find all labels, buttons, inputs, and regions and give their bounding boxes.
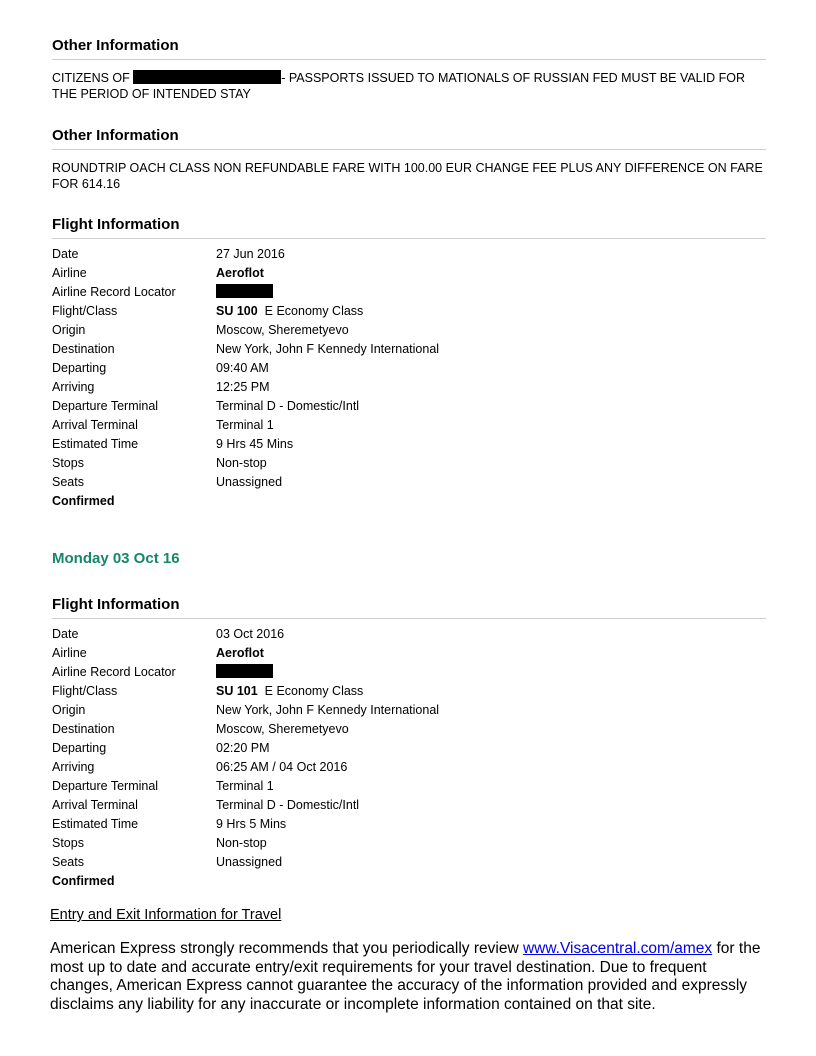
value: Aeroflot [216, 646, 264, 660]
flight-details-1 [52, 245, 766, 511]
label: Destination [52, 722, 115, 736]
label: Airline [52, 646, 87, 660]
value: New York, John F Kennedy International [216, 703, 440, 717]
label: Origin [52, 323, 86, 337]
value: Moscow, Sheremetyevo [216, 323, 349, 337]
label: Airline [52, 266, 87, 280]
row-flight-class [52, 682, 766, 701]
value: Terminal D - Domestic/Intl [216, 798, 360, 812]
visacentral-link[interactable]: www.Visacentral.com/amex [522, 940, 713, 957]
value: 09:40 AM [216, 361, 269, 375]
other-info-section-2 [52, 127, 766, 192]
status-label: Confirmed [52, 494, 115, 508]
label: Estimated Time [52, 817, 139, 831]
label: Seats [52, 855, 84, 869]
row-departing [52, 359, 766, 378]
disclaimer-text-start: American Express strongly recommends that you periodically review [50, 940, 523, 957]
value: 12:25 PM [216, 380, 270, 394]
row-estimated-time [52, 435, 766, 454]
value: New York, John F Kennedy International [216, 342, 440, 356]
value: Non-stop [216, 456, 267, 470]
label: Airline Record Locator [52, 665, 176, 679]
label: Flight/Class [52, 304, 118, 318]
section-divider [52, 59, 766, 60]
redacted-locator [216, 664, 273, 678]
flight-info-header-1 [52, 216, 766, 239]
section-title: Flight Information [52, 216, 180, 233]
value: Unassigned [216, 855, 283, 869]
row-arrival-terminal [52, 796, 766, 815]
value: Moscow, Sheremetyevo [216, 722, 349, 736]
flight-number: SU 101 [216, 684, 258, 698]
redacted-locator [216, 284, 273, 298]
status-label: Confirmed [52, 874, 115, 888]
label: Departing [52, 361, 107, 375]
label: Departing [52, 741, 107, 755]
redacted-country [133, 70, 281, 84]
row-seats [52, 473, 766, 492]
label: Arriving [52, 380, 95, 394]
row-status [52, 872, 766, 891]
value [216, 302, 766, 321]
label: Date [52, 247, 79, 261]
value: Terminal 1 [216, 418, 274, 432]
row-origin [52, 701, 766, 720]
value: 02:20 PM [216, 741, 270, 755]
row-locator [52, 283, 766, 302]
label: Estimated Time [52, 437, 139, 451]
passport-notice [52, 70, 766, 102]
visa-disclaimer [50, 940, 770, 1014]
label: Flight/Class [52, 684, 118, 698]
value: Terminal D - Domestic/Intl [216, 399, 360, 413]
label: Airline Record Locator [52, 285, 176, 299]
row-airline [52, 644, 766, 663]
row-date [52, 625, 766, 644]
value: Unassigned [216, 475, 283, 489]
section-divider [52, 149, 766, 150]
row-arrival-terminal [52, 416, 766, 435]
label: Arriving [52, 760, 95, 774]
row-destination [52, 720, 766, 739]
cabin-class: E Economy Class [264, 684, 364, 698]
flight-info-header-2 [52, 596, 766, 619]
value [216, 682, 766, 701]
label: Stops [52, 836, 84, 850]
label: Arrival Terminal [52, 418, 138, 432]
day-heading: Monday 03 Oct 16 [52, 550, 180, 567]
section-title: Other Information [52, 37, 179, 54]
section-divider [52, 618, 766, 619]
value: 06:25 AM / 04 Oct 2016 [216, 760, 348, 774]
notice-text-end: - PASSPORTS ISSUED TO MATIONALS OF RUSSIAN FED MUST BE VALID FOR THE PERIOD OF INTENDED STAY [52, 71, 745, 101]
label: Date [52, 627, 79, 641]
row-departing [52, 739, 766, 758]
row-date [52, 245, 766, 264]
row-stops [52, 834, 766, 853]
row-airline [52, 264, 766, 283]
row-seats [52, 853, 766, 872]
entry-exit-link[interactable]: Entry and Exit Information for Travel [50, 907, 282, 923]
value [216, 663, 766, 682]
value: 27 Jun 2016 [216, 247, 285, 261]
label: Arrival Terminal [52, 798, 138, 812]
flight-details-2 [52, 625, 766, 891]
value: 9 Hrs 45 Mins [216, 437, 294, 451]
section-divider [52, 238, 766, 239]
label: Departure Terminal [52, 399, 159, 413]
other-info-section-1 [52, 37, 766, 102]
row-flight-class [52, 302, 766, 321]
row-stops [52, 454, 766, 473]
row-origin [52, 321, 766, 340]
section-title: Flight Information [52, 596, 180, 613]
notice-text-start: CITIZENS OF [52, 71, 134, 85]
label: Stops [52, 456, 84, 470]
fare-notice: ROUNDTRIP OACH CLASS NON REFUNDABLE FARE WITH 100.00 EUR CHANGE FEE PLUS ANY DIFFERENCE ON FARE FOR 614.16 [52, 161, 763, 191]
value: 9 Hrs 5 Mins [216, 817, 287, 831]
value: Non-stop [216, 836, 267, 850]
value [216, 283, 766, 302]
row-arriving [52, 378, 766, 397]
flight-number: SU 100 [216, 304, 258, 318]
label: Origin [52, 703, 86, 717]
row-destination [52, 340, 766, 359]
value: 03 Oct 2016 [216, 627, 285, 641]
cabin-class: E Economy Class [264, 304, 364, 318]
label: Destination [52, 342, 115, 356]
disclaimer-text-end: for the most up to date and accurate entry/exit requirements for your travel destination. Due to frequent changes, American Express cannot guarantee the accuracy of the information provided and expressly disclaims any liability for any inaccurate or incomplete information contained on that site. [50, 940, 761, 1013]
row-estimated-time [52, 815, 766, 834]
row-departure-terminal [52, 397, 766, 416]
value: Terminal 1 [216, 779, 274, 793]
section-title: Other Information [52, 127, 179, 144]
row-status [52, 492, 766, 511]
row-locator [52, 663, 766, 682]
row-departure-terminal [52, 777, 766, 796]
label: Seats [52, 475, 84, 489]
label: Departure Terminal [52, 779, 159, 793]
value: Aeroflot [216, 266, 264, 280]
row-arriving [52, 758, 766, 777]
